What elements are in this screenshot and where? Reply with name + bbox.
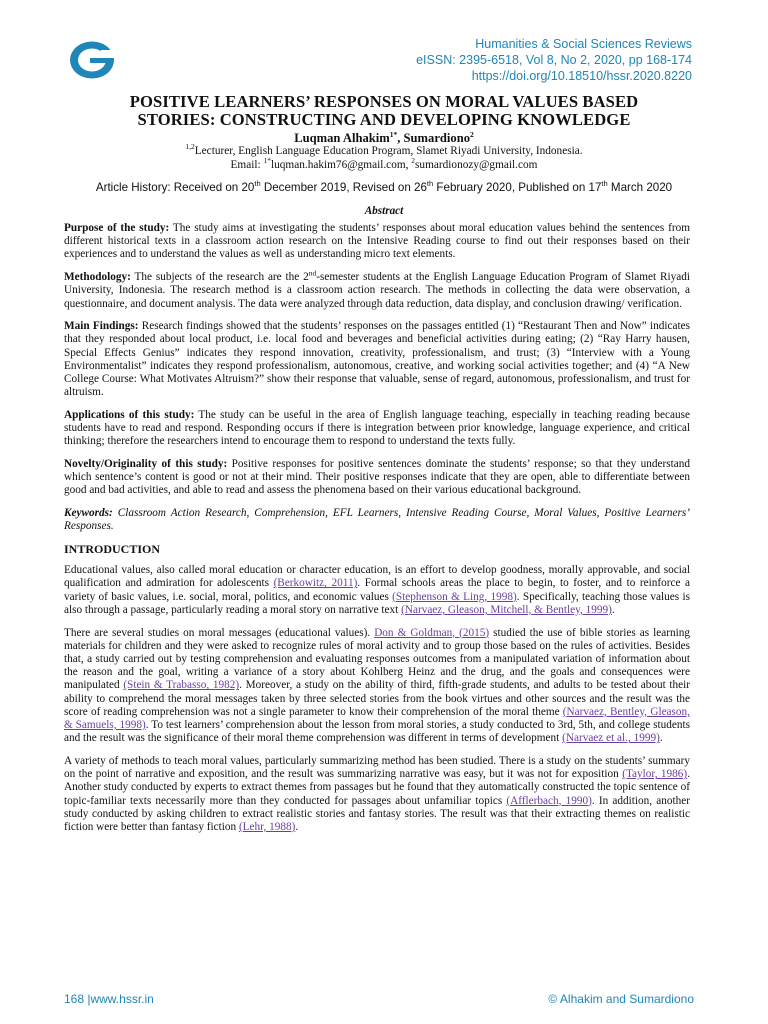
authors: [60, 131, 708, 146]
citation-narvaez-1999[interactable]: (Narvaez, Gleason, Mitchell, & Bentley, 1999): [401, 603, 612, 616]
journal-doi-link[interactable]: https://doi.org/10.18510/hssr.2020.8220: [471, 69, 692, 83]
intro-p3-text-b: . Another study conducted by experts to extract themes from passages but he found that they automatically constructed the topic sentence of topic-familiar texts necessarily more than they conducted for passages about unfamiliar topics: [64, 768, 690, 807]
citation-stephenson[interactable]: (Stephenson & Ling, 1998): [392, 590, 517, 603]
article-history: [60, 181, 708, 194]
purpose-label: Purpose of the study:: [64, 222, 170, 234]
intro-paragraph-2: [64, 627, 690, 746]
abstract-novelty: [64, 458, 690, 498]
intro-p1-text-a: Educational values, also called moral education or character education, is an effort to develop goodness, morally approvable, and social qualification and admiration for adolescents: [64, 564, 690, 590]
abstract-findings: [64, 320, 690, 399]
history-text-2: December 2019, Revised on 26: [260, 181, 427, 194]
citation-don-goldman[interactable]: Don & Goldman, (2015): [374, 626, 490, 639]
purpose-text: The study aims at investigating the students’ responses about moral education values behind the sentences from different historical texts in a classroom action research on the Intensive Reading course to find out their responses based on their experiences and to understand the values as well as understanding micro text elements.: [64, 222, 690, 261]
intro-p3-text-a: A variety of methods to teach moral values, particularly summarizing method has been studied. There is a study on the students’ summary on the point of narrative and exposition, and the result was summarizing narrative was easy, but it was not for exposition: [64, 754, 690, 781]
abstract-applications: [64, 409, 690, 449]
affiliation-sup: 1,2: [185, 142, 195, 152]
title-line-1: POSITIVE LEARNERS’ RESPONSES ON MORAL VALUES BASED: [129, 92, 639, 111]
citation-taylor[interactable]: (Taylor, 1986): [622, 768, 688, 781]
affiliation-block: [60, 142, 708, 172]
journal-header: [416, 36, 692, 84]
findings-text: Research findings showed that the students’ responses on the passages entitled (1) “Restaurant Then and Now” indicates that they responded about local product, i.e. local food and beverages and beneficial activities during eating; (2) “Ray Harry hausen, Special Effects Genius” indicates they respond innovation, creativity, professionalism, and trust; (3) “Interview with a Young Environmentalist” indicates they respond professionalism, autonomous, creative, and working social activities together; and (4) “A New College Course: What Motivates Altruism?” show their response that valuable, sense of regard, autonomous, professionalism, and trust for altruism.: [64, 320, 690, 399]
intro-paragraph-1: [64, 564, 690, 617]
history-sup-2: th: [426, 179, 434, 189]
history-text-4: March 2020: [607, 181, 673, 194]
citation-lehr[interactable]: (Lehr, 1988): [238, 820, 296, 833]
email-line: [60, 155, 708, 173]
history-sup-3: th: [601, 179, 608, 189]
citation-narvaez-et-al[interactable]: (Narvaez et al., 1999): [562, 732, 660, 745]
intro-p1-text-c: . Specifically, teaching those values is also through a passage, particularly reading a moral story on narrative text: [64, 590, 690, 616]
journal-g-logo-icon: [68, 40, 116, 80]
methodology-sup: nd: [308, 268, 317, 278]
intro-p2-text-d: . To test learners’ comprehension about the lesson from moral stories, a study conducted to 3rd, 5th, and college students and the result was the significance of their moral theme comprehension was different in terms of development: [64, 719, 691, 745]
journal-issn: eISSN: 2395-6518, Vol 8, No 2, 2020, pp 168-174: [416, 53, 692, 67]
email-prefix: Email:: [230, 158, 264, 171]
novelty-label: Novelty/Originality of this study:: [64, 458, 228, 471]
intro-p2-text-c: . Moreover, a study on the ability of third, fifth-grade students, and adults to be tested about their ability to comprehend the moral messages taken by three selected stories from the book virtues and other sources and the result was the score of reading comprehension was not a single parameter to know their comprehension of the moral theme: [64, 679, 690, 718]
intro-p1-text-d: .: [611, 603, 615, 616]
applications-label: Applications of this study:: [64, 408, 195, 421]
abstract-methodology: [64, 268, 690, 311]
introduction-heading: INTRODUCTION: [64, 542, 161, 557]
footer-page-site[interactable]: 168 |www.hssr.in: [64, 992, 154, 1006]
email-1-sup: 1*: [263, 155, 271, 165]
keywords: [64, 507, 690, 533]
applications-text: The study can be useful in the area of English language teaching, especially in teaching reading because students have to read and respond. Responding occurs if there is integration between prior knowledge, language experience, and critical thinking; therefore the researchers intend to encourage them to respond to understand the texts fully.: [64, 408, 690, 448]
intro-p3-text-c: . In addition, another study conducted by asking children to extract realistic stories and fantasy stories. The result was that their extracting themes on realistic fiction were better than fantasy fiction: [64, 794, 690, 833]
journal-logo: [68, 40, 116, 80]
email-1[interactable]: luqman.hakim76@gmail.com,: [270, 158, 412, 171]
intro-paragraph-3: [64, 755, 690, 834]
intro-p2-text-e: .: [659, 732, 663, 745]
citation-afflerbach[interactable]: (Afflerbach, 1990): [506, 794, 592, 807]
main-text: [64, 222, 690, 844]
journal-name: Humanities & Social Sciences Reviews: [475, 37, 692, 51]
intro-p3-text-d: .: [295, 820, 299, 833]
intro-p2-text-a: There are several studies on moral messages (educational values).: [64, 626, 375, 639]
methodology-text-2: -semester students at the English Language Education Program of Slamet Riyadi University, Indonesia. The research method is a classroom action research. The methods in collecting the data were observation, a questionnaire, and document analysis. The data were analyzed through data reduction, data display, and conclusion drawing/ verification.: [64, 271, 690, 310]
author-1-sup: 1*: [389, 129, 398, 139]
author-1: Luqman Alhakim: [294, 131, 390, 145]
citation-berkowitz[interactable]: (Berkowitz, 2011): [273, 577, 358, 590]
affiliation-text: Lecturer, English Language Education Program, Slamet Riyadi University, Indonesia.: [194, 145, 583, 157]
title-line-2: STORIES: CONSTRUCTING AND DEVELOPING KNOWLEDGE: [137, 110, 631, 129]
author-2: , Sumardiono: [397, 131, 471, 145]
history-text-1: Article History: Received on 20: [95, 181, 255, 194]
keywords-label: Keywords:: [64, 507, 113, 520]
paper-title: [60, 93, 708, 129]
author-2-sup: 2: [470, 129, 474, 139]
footer-copyright: © Alhakim and Sumardiono: [548, 992, 694, 1006]
citation-narvaez-1998[interactable]: (Narvaez, Bentley, Gleason, & Samuels, 1998): [64, 705, 690, 731]
findings-label: Main Findings:: [64, 320, 139, 333]
novelty-text: Positive responses for positive sentences dominate the students’ response; so that they understand which sentence’s content is good or not at their mind. Their positive responses indicate that they are open, able to differentiate between good and bad activities, and able to read and assess the phenomena based on their various educational background.: [64, 458, 690, 497]
keywords-text: Classroom Action Research, Comprehension, EFL Learners, Intensive Reading Course, Moral Values, Positive Learners’ Responses.: [64, 507, 690, 533]
methodology-text-1: The subjects of the research are the 2: [130, 271, 309, 284]
intro-p2-text-b: studied the use of bible stories as learning materials for children and they were asked to recognize rules of moral activity and to group those based on the rules of activities. Besides that, a study carried out by testing comprehension and evaluating responses outcomes from a manipulated variation of information about the reason and the goal, writing a variance of a story about Kohlberg Heinz and the drug, and the goals and consequences were manipulated: [64, 626, 690, 692]
citation-stein[interactable]: (Stein & Trabasso, 1982): [123, 679, 240, 692]
history-text-3: February 2020, Published on 17: [433, 181, 602, 194]
history-sup-1: th: [254, 179, 261, 189]
abstract-purpose: [64, 222, 690, 262]
email-2[interactable]: sumardionozy@gmail.com: [415, 158, 538, 171]
intro-p1-text-b: . Formal schools areas the place to begin, to foster, and to reinforce a variety of basic values, i.e. social, moral, politics, and economic values: [64, 577, 691, 603]
abstract-heading: Abstract: [364, 205, 404, 217]
methodology-label: Methodology:: [64, 271, 131, 284]
affiliation: [60, 142, 708, 159]
email-2-sup: 2: [411, 155, 416, 165]
